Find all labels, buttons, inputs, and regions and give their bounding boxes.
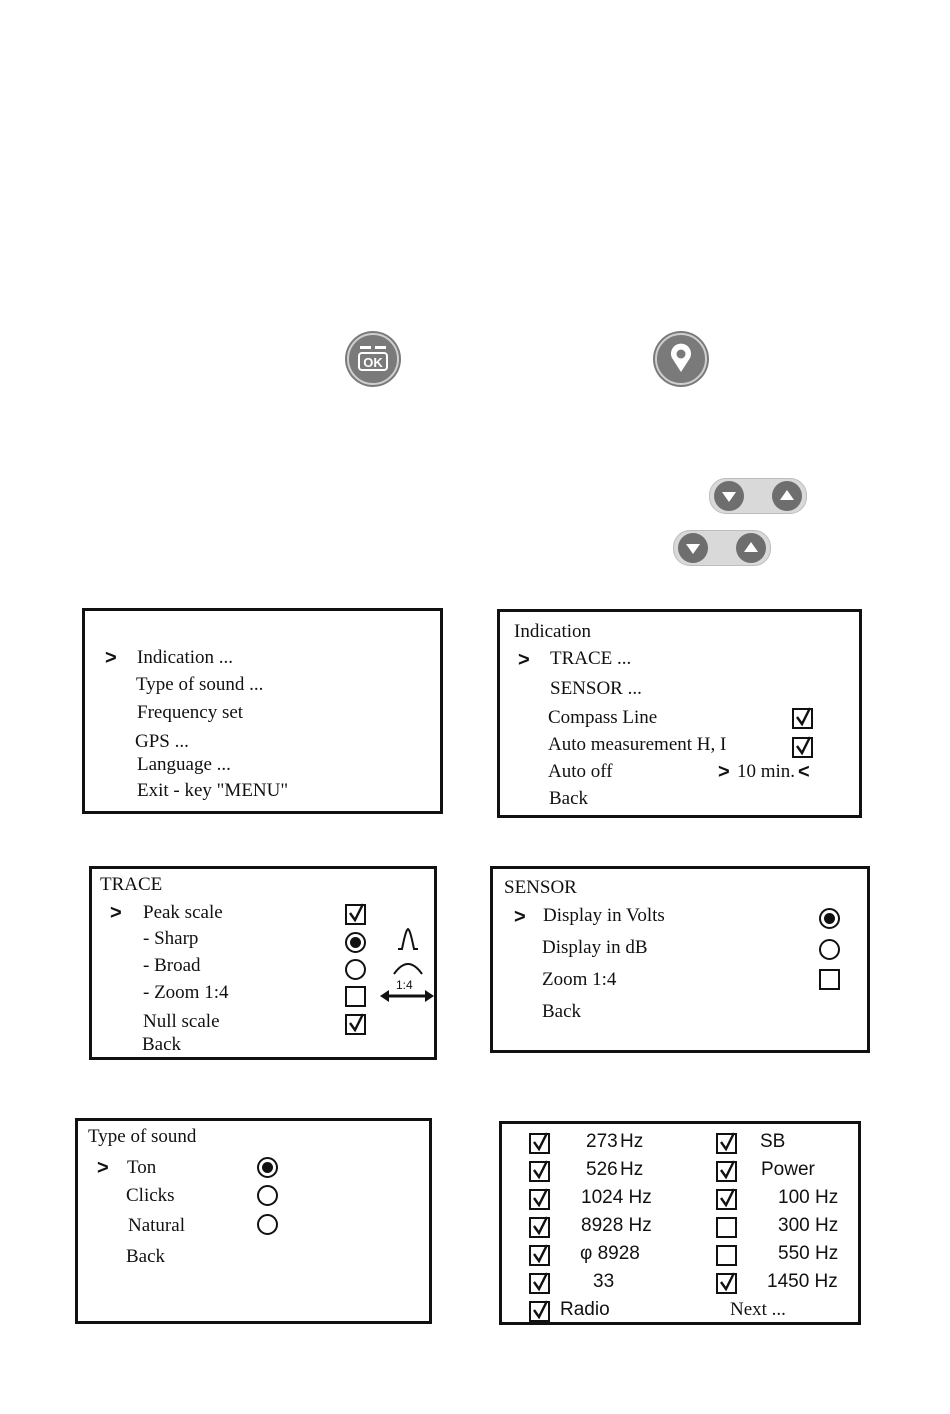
freq-33-label: 33 — [593, 1271, 615, 1292]
menu-cursor: > — [97, 1157, 109, 1179]
peak-scale-checkbox[interactable] — [345, 904, 366, 925]
menu-item-null-scale[interactable]: Null scale — [143, 1011, 220, 1032]
menu-item-sharp[interactable]: - Sharp — [143, 928, 199, 949]
up-arrow-icon — [736, 533, 766, 563]
menu-item-language[interactable]: Language ... — [137, 754, 231, 775]
type-of-sound-screen — [75, 1118, 432, 1324]
sharp-peak-icon — [396, 927, 420, 953]
screen-title: Type of sound — [88, 1126, 197, 1147]
frequency-set-screen — [499, 1121, 861, 1325]
freq-radio-checkbox[interactable] — [529, 1301, 550, 1322]
menu-cursor: > — [105, 647, 117, 669]
freq-1450-label: 1450 Hz — [767, 1271, 838, 1292]
down-arrow-icon — [678, 533, 708, 563]
freq-8928-label: 8928 Hz — [581, 1215, 652, 1236]
freq-phi-8928-checkbox[interactable] — [529, 1245, 550, 1266]
next-link[interactable]: Next ... — [730, 1299, 786, 1320]
menu-item-natural[interactable]: Natural — [128, 1215, 185, 1236]
menu-item-broad[interactable]: - Broad — [143, 955, 201, 976]
menu-item-zoom[interactable]: - Zoom 1:4 — [143, 982, 229, 1003]
menu-item-zoom[interactable]: Zoom 1:4 — [542, 969, 617, 990]
menu-item-back[interactable]: Back — [542, 1001, 582, 1022]
up-arrow-icon — [772, 481, 802, 511]
auto-off-right-arrow: < — [798, 761, 810, 783]
sensor-screen — [490, 866, 870, 1053]
freq-273-unit: Hz — [620, 1131, 644, 1152]
auto-off-left-arrow: > — [718, 761, 730, 783]
freq-1024-checkbox[interactable] — [529, 1189, 550, 1210]
menu-item-auto-off[interactable]: Auto off — [548, 761, 613, 782]
menu-item-back[interactable]: Back — [549, 788, 589, 809]
freq-1450-checkbox[interactable] — [716, 1273, 737, 1294]
power-checkbox[interactable] — [716, 1161, 737, 1182]
menu-item-compass-line[interactable]: Compass Line — [548, 707, 658, 728]
zoom-checkbox[interactable] — [345, 986, 366, 1007]
screen-title: TRACE — [100, 874, 163, 895]
zoom-icon-label: 1:4 — [396, 978, 413, 992]
menu-item-sensor[interactable]: SENSOR ... — [550, 678, 642, 699]
arrow-keys-icon — [673, 530, 771, 566]
auto-off-value: 10 min. — [737, 761, 796, 782]
freq-radio-label: Radio — [560, 1299, 610, 1320]
menu-item-display-in-db[interactable]: Display in dB — [542, 937, 648, 958]
freq-526-value: 526 — [586, 1159, 618, 1180]
ok-key-icon — [347, 333, 399, 385]
menu-item-peak-scale[interactable]: Peak scale — [143, 902, 223, 923]
screen-title: Indication — [514, 621, 592, 642]
freq-550-label: 550 Hz — [778, 1243, 839, 1264]
menu-item-clicks[interactable]: Clicks — [126, 1185, 175, 1206]
zoom-checkbox[interactable] — [819, 969, 840, 990]
menu-item-ton[interactable]: Ton — [127, 1157, 157, 1178]
compass-line-checkbox[interactable] — [792, 708, 813, 729]
sb-label: SB — [760, 1131, 786, 1152]
svg-text:OK: OK — [363, 355, 383, 370]
down-arrow-icon — [714, 481, 744, 511]
sb-checkbox[interactable] — [716, 1133, 737, 1154]
broad-peak-icon — [392, 960, 424, 976]
freq-300-checkbox[interactable] — [716, 1217, 737, 1238]
menu-item-gps[interactable]: GPS ... — [135, 731, 189, 752]
freq-100-label: 100 Hz — [778, 1187, 839, 1208]
menu-item-exit[interactable]: Exit - key "MENU" — [137, 780, 289, 801]
menu-item-display-in-volts[interactable]: Display in Volts — [543, 905, 665, 926]
natural-radio[interactable] — [257, 1214, 278, 1235]
menu-cursor: > — [514, 906, 526, 928]
freq-1024-label: 1024 Hz — [581, 1187, 652, 1208]
freq-100-checkbox[interactable] — [716, 1189, 737, 1210]
trace-screen — [89, 866, 437, 1060]
main-menu-screen — [82, 608, 443, 814]
auto-measurement-checkbox[interactable] — [792, 737, 813, 758]
menu-item-back[interactable]: Back — [142, 1034, 182, 1055]
freq-526-checkbox[interactable] — [529, 1161, 550, 1182]
freq-273-value: 273 — [586, 1131, 618, 1152]
display-in-db-radio[interactable] — [819, 939, 840, 960]
freq-550-checkbox[interactable] — [716, 1245, 737, 1266]
arrow-keys-icon — [709, 478, 807, 514]
indication-screen — [497, 609, 862, 818]
ton-radio[interactable] — [257, 1157, 278, 1178]
menu-item-back[interactable]: Back — [126, 1246, 166, 1267]
menu-item-type-of-sound[interactable]: Type of sound ... — [136, 674, 264, 695]
menu-item-auto-measurement[interactable]: Auto measurement H, I — [548, 734, 727, 755]
location-key-icon — [655, 333, 707, 385]
menu-cursor: > — [518, 649, 530, 671]
clicks-radio[interactable] — [257, 1185, 278, 1206]
broad-radio[interactable] — [345, 959, 366, 980]
screen-title: SENSOR — [504, 877, 577, 898]
freq-300-label: 300 Hz — [778, 1215, 839, 1236]
sharp-radio[interactable] — [345, 932, 366, 953]
power-label: Power — [761, 1159, 815, 1180]
freq-526-unit: Hz — [620, 1159, 644, 1180]
freq-8928-checkbox[interactable] — [529, 1217, 550, 1238]
freq-phi-8928-label: φ 8928 — [580, 1243, 640, 1264]
freq-33-checkbox[interactable] — [529, 1273, 550, 1294]
menu-item-indication[interactable]: Indication ... — [137, 647, 234, 668]
display-in-volts-radio[interactable] — [819, 908, 840, 929]
menu-item-frequency-set[interactable]: Frequency set — [137, 702, 244, 723]
null-scale-checkbox[interactable] — [345, 1014, 366, 1035]
menu-cursor: > — [110, 902, 122, 924]
menu-item-trace[interactable]: TRACE ... — [550, 648, 632, 669]
freq-273-checkbox[interactable] — [529, 1133, 550, 1154]
